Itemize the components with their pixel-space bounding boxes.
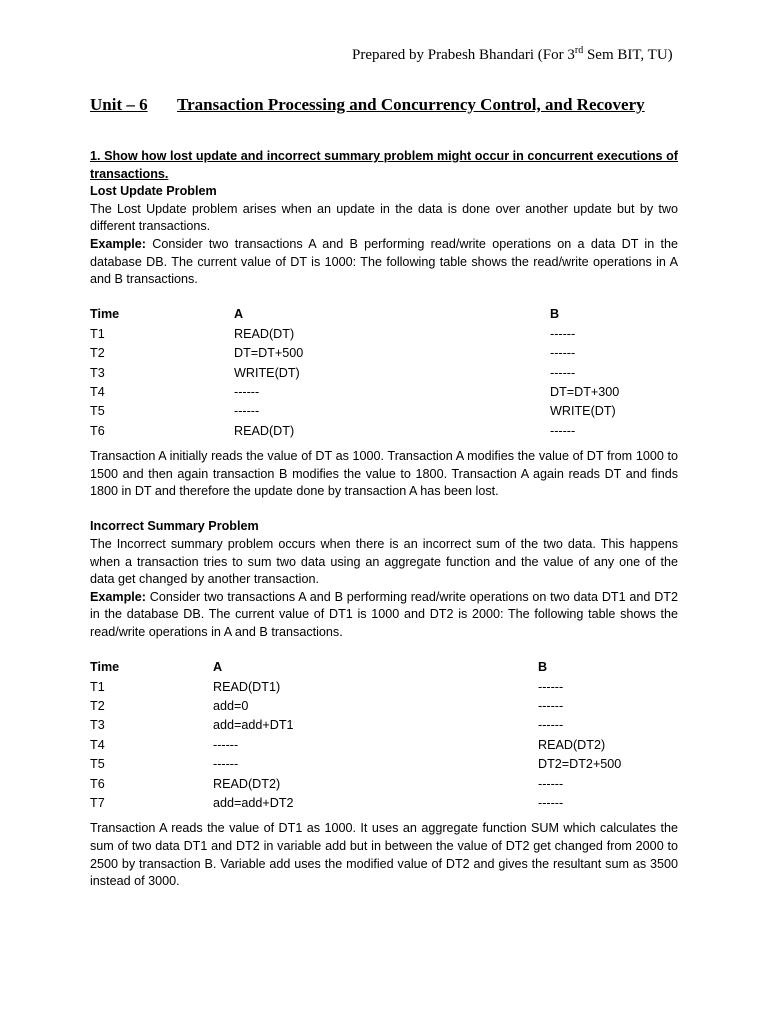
table-cell: ------ [234,404,260,419]
unit-label: Unit – 6 [90,95,148,114]
table-cell: T2 [90,346,105,361]
unit-heading [90,95,680,115]
table-row [90,679,678,698]
table-cell: READ(DT2) [213,776,281,791]
table-cell: ------ [538,698,564,713]
table-cell: READ(DT1) [213,679,281,694]
table-row [90,326,678,345]
table-row [90,384,678,403]
example-text: Consider two transactions A and B performing read/write operations on a data DT in the database DB. The current value of DT is 1000: The following table shows the read/write operations in A and B transactions. [90,236,678,287]
incorrect-summary-table [90,659,678,814]
table-row [90,423,678,442]
question-text: 1. Show how lost update and incorrect summary problem might occur in concurrent executions of transactions. [90,149,678,181]
table-header: B [538,660,548,675]
table-cell: T5 [90,404,105,419]
table-cell: add=0 [213,698,249,713]
prepared-sup: rd [574,45,584,56]
lost-update-explanation: Transaction A initially reads the value of DT as 1000. Transaction A modifies the value of DT from 1000 to 1500 and then again transaction B modifies the value to 1800. Transaction A again reads DT and finds 1800 in DT and therefore the update done by transaction A has been lost. [90,449,678,499]
lost-update-example [90,236,678,289]
example-label: Example: [90,589,146,604]
table-cell: ------ [213,757,239,772]
table-cell: ------ [550,365,576,380]
document-body [90,148,678,891]
table-cell: T1 [90,679,105,694]
example-label: Example: [90,236,146,251]
table-cell: T6 [90,423,105,438]
table-header: A [234,307,244,322]
table-row [90,717,678,736]
table-cell: T1 [90,326,105,341]
table-cell: ------ [550,423,576,438]
table-cell: T3 [90,365,105,380]
table-cell: ------ [234,384,260,399]
table-row [90,756,678,775]
table-header: Time [90,660,120,675]
prepared-prefix: Prepared by Prabesh Bhandari (For 3 [352,47,575,63]
table-row [90,365,678,384]
table-cell: T6 [90,776,105,791]
table-cell: ------ [538,679,564,694]
example-text: Consider two transactions A and B performing read/write operations on two data DT1 and DT2 in the database DB. The current value of DT1 is 1000 and DT2 is 2000: The following table shows the read/write operations in A and B transactions. [90,589,678,640]
table-cell: ------ [538,718,564,733]
table-cell: ------ [538,776,564,791]
table-cell: T2 [90,698,105,713]
prepared-by-header [352,45,678,64]
table-row [90,776,678,795]
table-cell: READ(DT) [234,326,295,341]
table-cell: READ(DT) [234,423,295,438]
table-row [90,403,678,422]
table-cell: DT2=DT2+500 [538,757,622,772]
lost-update-heading: Lost Update Problem [90,184,217,199]
table-cell: T3 [90,718,105,733]
table-cell: DT=DT+500 [234,346,304,361]
table-cell: DT=DT+300 [550,384,620,399]
table-cell: READ(DT2) [538,737,606,752]
table-header: B [550,307,560,322]
incorrect-summary-heading: Incorrect Summary Problem [90,519,259,534]
table-cell: ------ [213,737,239,752]
table-cell: T4 [90,737,105,752]
table-header-row [90,306,678,325]
table-row [90,345,678,364]
incorrect-summary-intro: The Incorrect summary problem occurs when there is an incorrect sum of the two data. This happens when a transaction tries to sum two data using an aggregate function and the value of any one of the data get changed by another transaction. [90,537,678,587]
lost-update-table [90,306,678,442]
table-header-row [90,659,678,678]
prepared-suffix: Sem BIT, TU) [583,47,673,63]
table-cell: WRITE(DT) [234,365,300,380]
lost-update-intro: The Lost Update problem arises when an update in the data is done over another update but by two different transactions. [90,201,678,234]
table-cell: WRITE(DT) [550,404,616,419]
unit-title: Transaction Processing and Concurrency Control, and Recovery [177,95,645,114]
table-cell: ------ [538,795,564,810]
table-cell: T7 [90,795,105,810]
table-header: A [213,660,223,675]
table-cell: ------ [550,346,576,361]
incorrect-summary-explanation: Transaction A reads the value of DT1 as 1000. It uses an aggregate function SUM which calculates the sum of two data DT1 and DT2 in variable add but in between the value of DT2 get changed from 2000 to 2500 by transaction B. Variable add uses the modified value of DT2 and gives the resultant sum as 3500 instead of 3000. [90,821,678,889]
table-row [90,698,678,717]
table-cell: ------ [550,326,576,341]
table-row [90,737,678,756]
table-cell: T5 [90,757,105,772]
table-cell: add=add+DT2 [213,795,294,810]
table-cell: add=add+DT1 [213,718,294,733]
table-cell: T4 [90,384,105,399]
table-row [90,795,678,814]
table-header: Time [90,307,120,322]
incorrect-summary-example [90,589,678,642]
